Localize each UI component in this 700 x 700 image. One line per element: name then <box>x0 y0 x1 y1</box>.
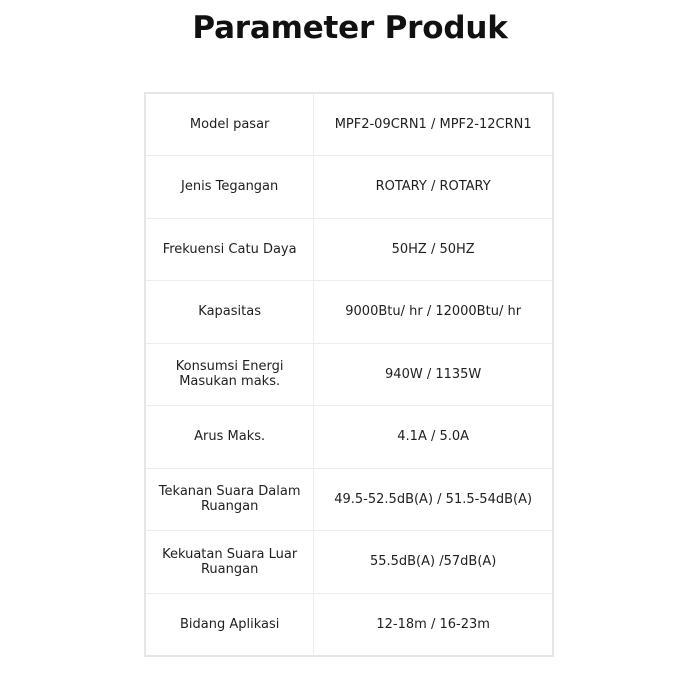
param-label-voltage-type: Jenis Tegangan <box>145 156 314 219</box>
param-value-max-current: 4.1A / 5.0A <box>314 406 553 469</box>
table-row <box>145 281 553 344</box>
param-value-frequency: 50HZ / 50HZ <box>314 218 553 281</box>
page-title: Parameter Produk <box>192 10 508 46</box>
param-value-indoor-noise: 49.5-52.5dB(A) / 51.5-54dB(A) <box>314 468 553 531</box>
param-label-max-power: Konsumsi Energi Masukan maks. <box>145 343 314 406</box>
param-label-capacity: Kapasitas <box>145 281 314 344</box>
table-row <box>145 531 553 594</box>
table-row <box>145 93 553 156</box>
table-row <box>145 156 553 219</box>
param-label-model: Model pasar <box>145 93 314 156</box>
param-value-capacity: 9000Btu/ hr / 12000Btu/ hr <box>314 281 553 344</box>
table-row <box>145 468 553 531</box>
table-row <box>145 218 553 281</box>
param-label-max-current: Arus Maks. <box>145 406 314 469</box>
param-value-outdoor-noise: 55.5dB(A) /57dB(A) <box>314 531 553 594</box>
param-value-max-power: 940W / 1135W <box>314 343 553 406</box>
spec-table <box>144 92 554 657</box>
table-row <box>145 406 553 469</box>
table-row <box>145 343 553 406</box>
param-label-outdoor-noise: Kekuatan Suara Luar Ruangan <box>145 531 314 594</box>
param-value-application-area: 12-18m / 16-23m <box>376 616 490 632</box>
param-label-frequency: Frekuensi Catu Daya <box>145 218 314 281</box>
param-value-voltage-type: ROTARY / ROTARY <box>314 156 553 219</box>
table-row <box>145 593 553 656</box>
param-value-model: MPF2-09CRN1 / MPF2-12CRN1 <box>314 93 553 156</box>
param-label-application-area: Bidang Aplikasi <box>145 593 314 656</box>
param-label-indoor-noise: Tekanan Suara Dalam Ruangan <box>145 468 314 531</box>
